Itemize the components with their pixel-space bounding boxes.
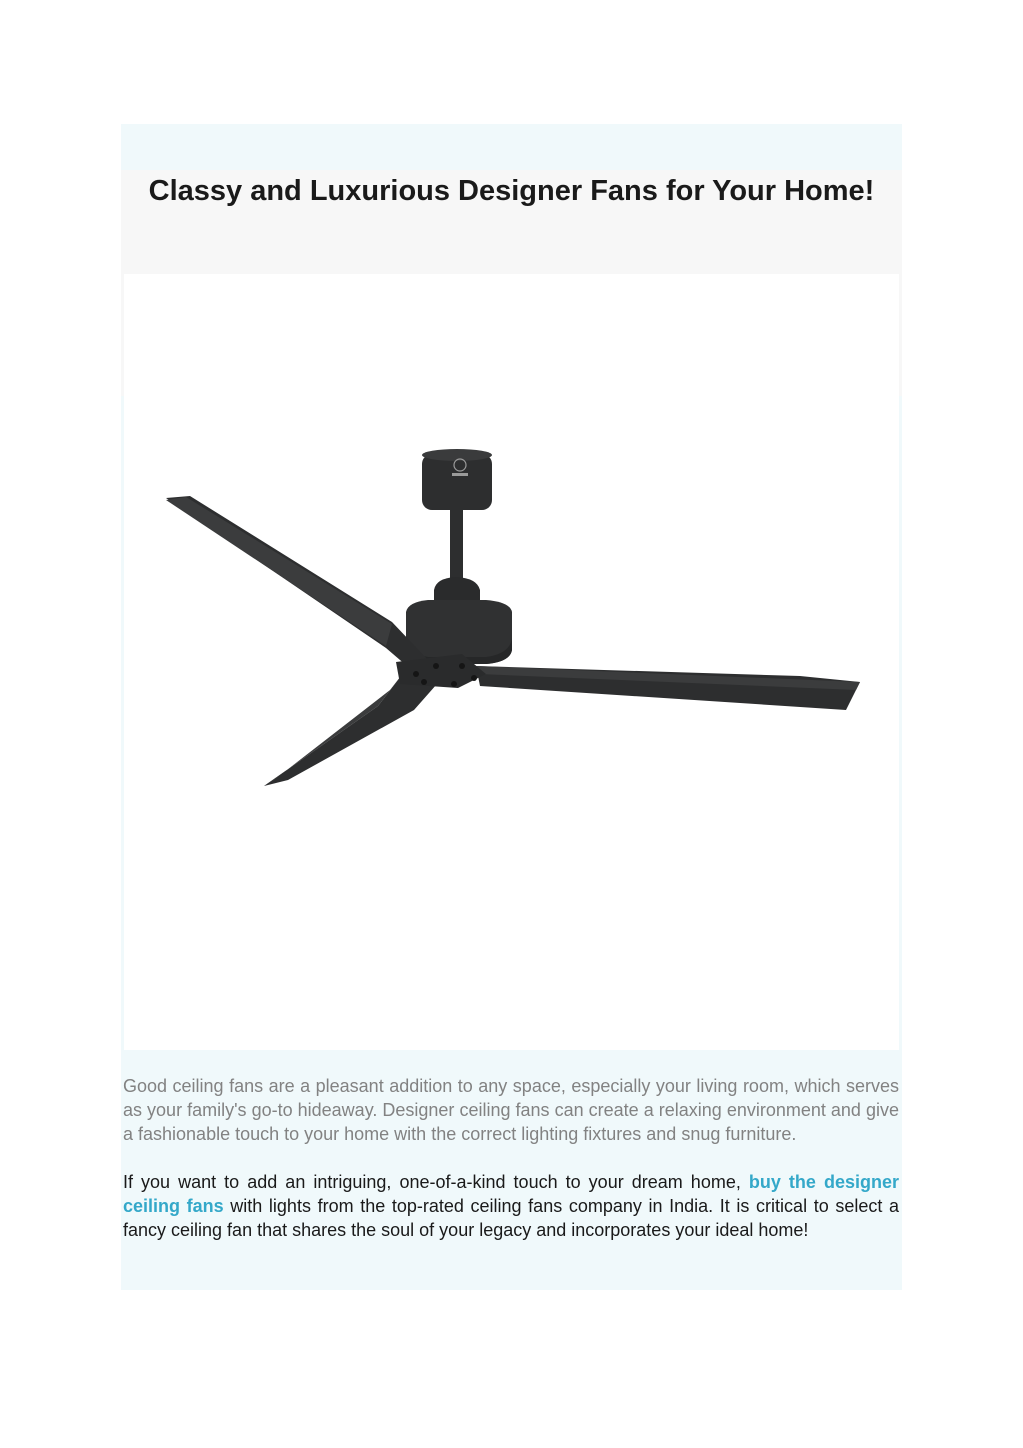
fan-motor — [406, 577, 512, 664]
intro-paragraph: Good ceiling fans are a pleasant addition to any space, especially your living room, which serves as your family's go-to hideaway. Designer ceiling fans can create a relaxing environment and give a fashionable touch to your home with the correct lighting fixtures and snug furniture. — [123, 1076, 899, 1144]
cta-paragraph — [123, 1170, 899, 1242]
fan-canopy — [422, 449, 492, 510]
designer-fans-link[interactable]: buy the designer ceiling fans — [123, 1172, 900, 1216]
cta-text-before: If you want to add an intriguing, one-of-a-kind touch to your dream home, — [123, 1172, 749, 1192]
page-title: Classy and Luxurious Designer Fans for Your Home! — [148, 175, 875, 207]
ceiling-fan-image — [124, 274, 899, 1050]
product-image — [124, 274, 899, 1050]
fan-blades — [166, 496, 860, 786]
document-page — [121, 124, 902, 1290]
cta-text-after: with lights from the top-rated ceiling fans company in India. It is critical to select a fancy ceiling fan that shares the soul of your legacy and incorporates your ideal home! — [123, 1196, 899, 1240]
article-body — [123, 1074, 899, 1242]
